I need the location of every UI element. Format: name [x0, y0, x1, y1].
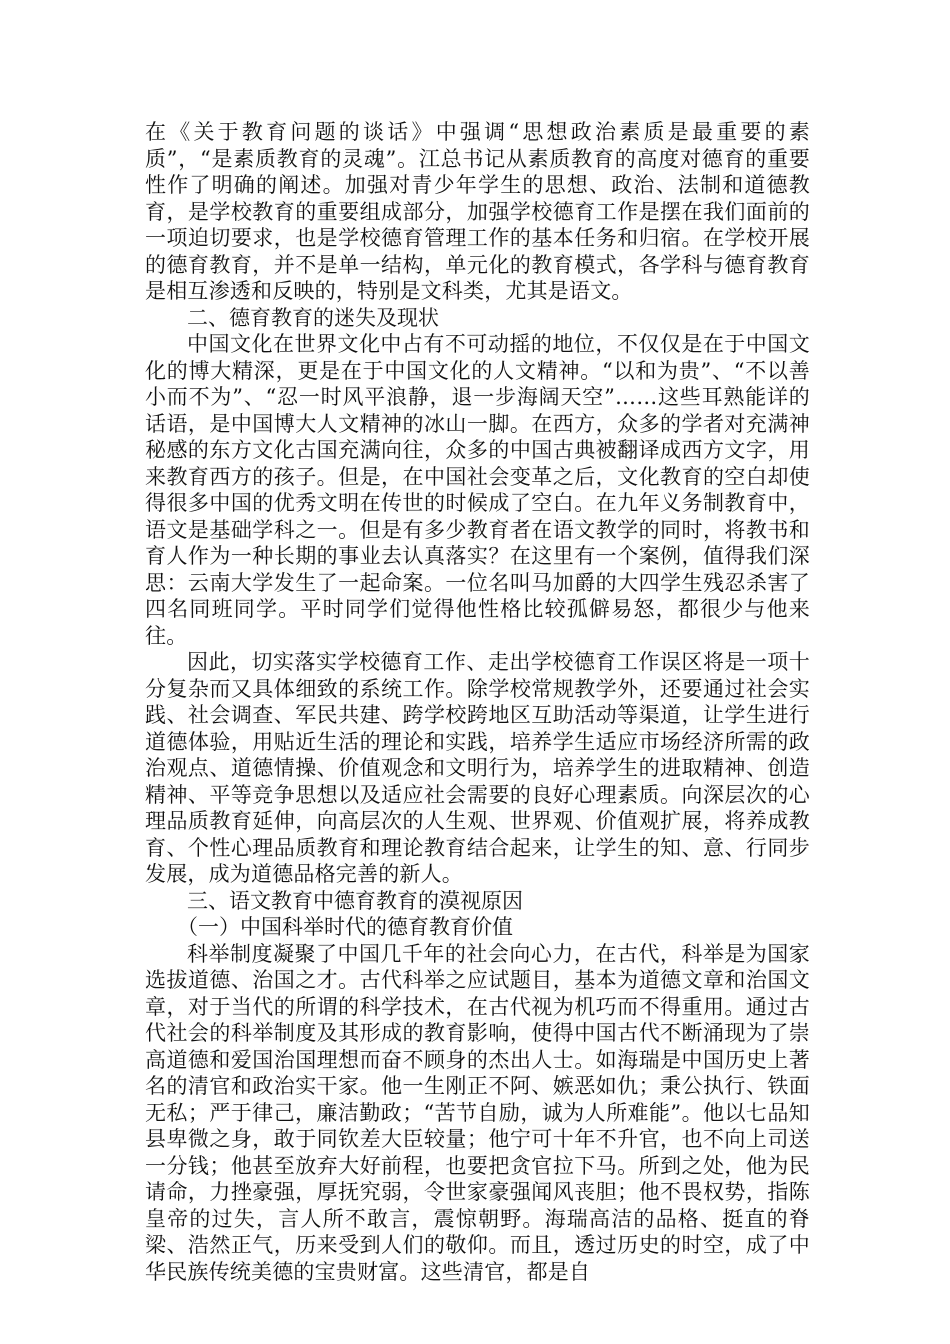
section-heading-3: 三、语文教育中德育教育的漠视原因 [187, 888, 523, 913]
paragraph-chinese-culture: 中国文化在世界文化中占有不可动摇的地位，不仅仅是在于中国文化的博大精深，更是在于中国文化的人文精神。“以和为贵”、“不以善小而不为”、“忍一时风平浪静，退一步海阔天空”……这些耳熟能详的话语，是中国博大人文精神的冰山一脚。在西方，众多的学者对充满神秘感的东方文化古国充满向往，众多的中国古典被翻译成西方文字，用来教育西方的孩子。但是，在中国社会变革之后，文化教育的空白却使得很多中国的优秀文明在传世的时候成了空白。在九年义务制教育中，语文是基础学科之一。但是有多少教育者在语文教学的同时，将教书和育人作为一种长期的事业去认真落实？在这里有一个案例，值得我们深思：云南大学发生了一起命案。一位名叫马加爵的大四学生残忍杀害了四名同班同学。平时同学们觉得他性格比较孤僻易怒，都很少与他来往。 [145, 332, 810, 648]
section-heading-2: 二、德育教育的迷失及现状 [187, 305, 439, 330]
sub-heading-3-1: （一）中国科举时代的德育教育价值 [177, 915, 513, 939]
document-page [145, 119, 810, 1285]
paragraph-imperial-exam: 科举制度凝聚了中国几千年的社会向心力，在古代，科举是为国家选拔道德、治国之才。古代科举之应试题目，基本为道德文章和治国文章，对于当代的所谓的科学技术，在古代视为机巧而不得重用。通过古代社会的科举制度及其形成的教育影响，使得中国古代不断涌现为了崇高道德和爱国治国理想而奋不顾身的杰出人士。如海瑞是中国历史上著名的清官和政治实干家。他一生刚正不阿、嫉恶如仇；秉公执行、铁面无私；严于律己，廉洁勤政；“苦节自励，诚为人所难能”。他以七品知县卑微之身，敢于同钦差大臣较量；他宁可十年不升官，也不向上司送一分钱；他甚至放弃大好前程，也要把贪官拉下马。所到之处，他为民请命，力挫豪强，厚抚究弱，令世家豪强闻风丧胆；他不畏权势，指陈皇帝的过失，言人所不敢言，震惊朝野。海瑞高洁的品格、挺直的脊梁、浩然正气，历来受到人们的敬仰。而且，透过历史的时空，成了中华民族传统美德的宝贵财富。这些清官，都是自 [145, 941, 810, 1284]
paragraph-moral-work: 因此，切实落实学校德育工作、走出学校德育工作误区将是一项十分复杂而又具体细致的系统工作。除学校常规教学外，还要通过社会实践、社会调查、军民共建、跨学校跨地区互助活动等渠道，让学生进行道德体验，用贴近生活的理论和实践，培养学生适应市场经济所需的政治观点、道德情操、价值观念和文明行为，培养学生的进取精神、创造精神、平等竞争思想以及适应社会需要的良好心理素质。向深层次的心理品质教育延伸，向高层次的人生观、世界观、价值观扩展，将养成教育、个性心理品质教育和理论教育结合起来，让学生的知、意、行同步发展，成为道德品格完善的新人。 [145, 650, 810, 886]
paragraph-intro-continuation: 在《关于教育问题的谈话》中强调“思想政治素质是最重要的素质”，“是素质教育的灵魂”。江总书记从素质教育的高度对德育的重要性作了明确的阐述。加强对青少年学生的思想、政治、法制和道德教育，是学校教育的重要组成部分，加强学校德育工作是摆在我们面前的一项迫切要求，也是学校德育管理工作的基本任务和归宿。在学校开展的德育教育，并不是单一结构，单元化的教育模式，各学科与德育教育是相互渗透和反映的，特别是文科类，尤其是语文。 [145, 120, 810, 303]
